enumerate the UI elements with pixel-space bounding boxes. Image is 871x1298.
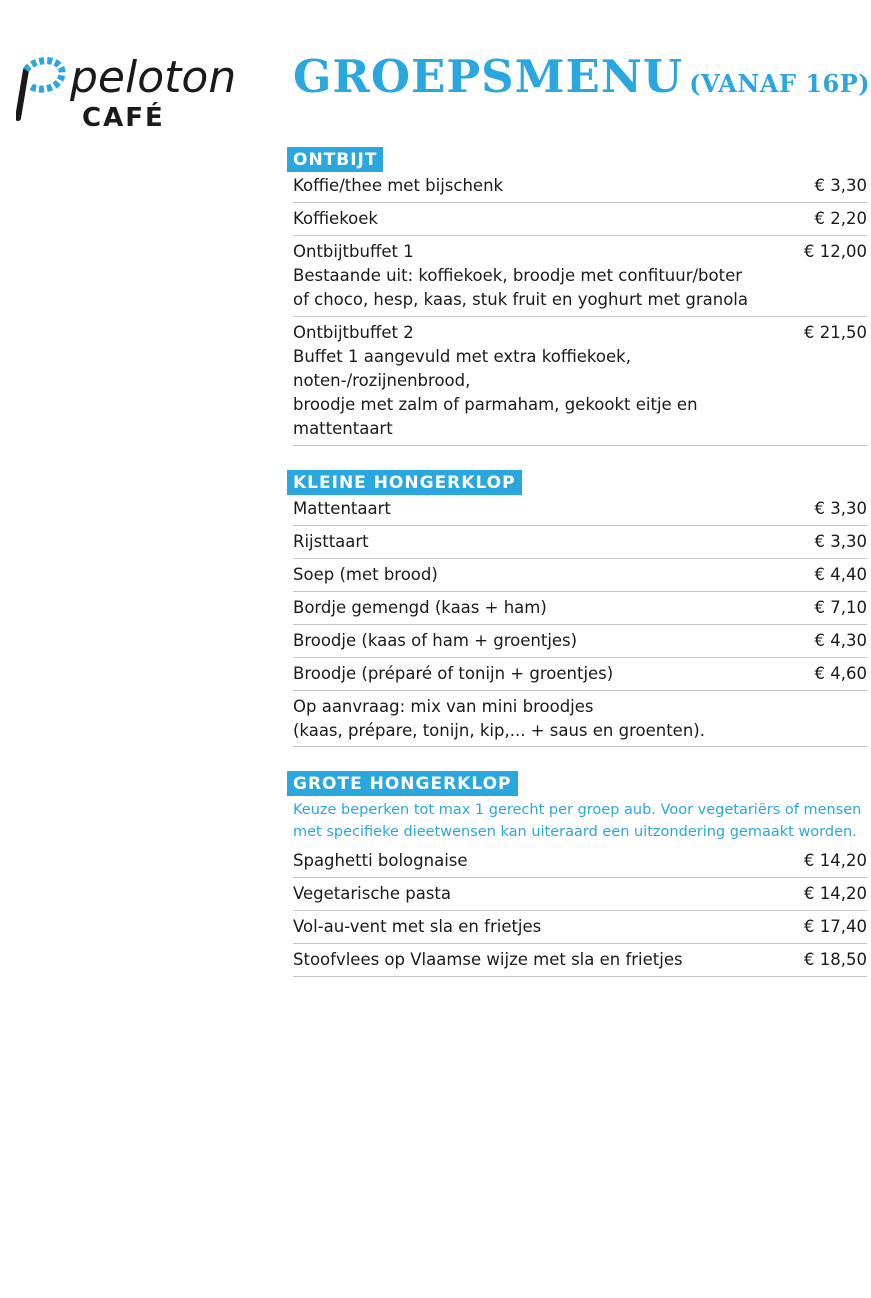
item-price: € 21,50 [804,323,867,342]
item-price: € 4,60 [814,664,867,683]
menu-item [293,847,867,878]
item-name: Soep (met brood) [293,565,438,584]
section-title: KLEINE HONGERKLOP [287,470,522,495]
item-name: Ontbijtbuffet 2 [293,323,414,342]
section-note: Keuze beperken tot max 1 gerecht per groep aub. Voor vegetariërs of mensen met specifieke dieetwensen kan uiteraard een uitzondering gemaakt worden. [293,802,862,840]
item-name: Stoofvlees op Vlaamse wijze met sla en frietjes [293,950,683,969]
section-grote-hongerklop [287,771,867,977]
item-name: Koffie/thee met bijschenk [293,176,504,195]
menu-item [293,592,867,625]
menu-item [293,944,867,977]
item-price: € 7,10 [814,598,867,617]
menu-item [293,495,867,526]
item-price: € 4,40 [814,565,867,584]
item-name: Mattentaart [293,499,391,518]
item-price: € 12,00 [804,242,867,261]
item-name: Rijsttaart [293,532,369,551]
logo-subtext: CAFÉ [82,103,165,132]
item-name: Ontbijtbuffet 1 [293,242,414,261]
item-price: € 17,40 [804,917,867,936]
menu-item [293,559,867,592]
on-request-note: Op aanvraag: mix van mini broodjes (kaas, prépare, tonijn, kip,... + saus en groenten). [293,691,867,747]
menu-item [293,658,867,691]
menu-item [293,878,867,911]
item-name: Koffiekoek [293,209,378,228]
menu-item [293,172,867,203]
item-price: € 14,20 [804,851,867,870]
item-description: Buffet 1 aangevuld met extra koffiekoek, noten-/rozijnenbrood, broodje met zalm of parmaham, gekookt eitje en mattentaart [293,347,698,438]
menu-item [293,625,867,658]
section-title: ONTBIJT [287,147,383,172]
item-price: € 14,20 [804,884,867,903]
item-name: Broodje (kaas of ham + groentjes) [293,631,578,650]
menu-item [293,911,867,944]
title-main: GROEPSMENU [293,50,684,103]
peloton-cafe-logo [16,40,276,132]
item-name: Vol-au-vent met sla en frietjes [293,917,542,936]
menu-content [287,147,867,1001]
item-name: Broodje (préparé of tonijn + groentjes) [293,664,614,683]
page-title [293,50,870,103]
item-description: Bestaande uit: koffiekoek, broodje met confituur/boter of choco, hesp, kaas, stuk fruit en yoghurt met granola [293,266,748,309]
title-subtitle: (VANAF 16P) [689,69,871,98]
item-price: € 3,30 [814,176,867,195]
item-name: Bordje gemengd (kaas + ham) [293,598,547,617]
menu-item [293,203,867,236]
item-name: Spaghetti bolognaise [293,851,468,870]
item-price: € 2,20 [814,209,867,228]
item-price: € 3,30 [814,532,867,551]
item-price: € 18,50 [804,950,867,969]
menu-item [293,526,867,559]
menu-item [293,317,867,446]
section-kleine-hongerklop [287,470,867,747]
section-ontbijt [287,147,867,446]
item-price: € 4,30 [814,631,867,650]
menu-item [293,236,867,317]
logo-wordmark: peloton [70,52,237,103]
item-name: Vegetarische pasta [293,884,452,903]
section-title: GROTE HONGERKLOP [287,771,518,796]
item-price: € 3,30 [814,499,867,518]
